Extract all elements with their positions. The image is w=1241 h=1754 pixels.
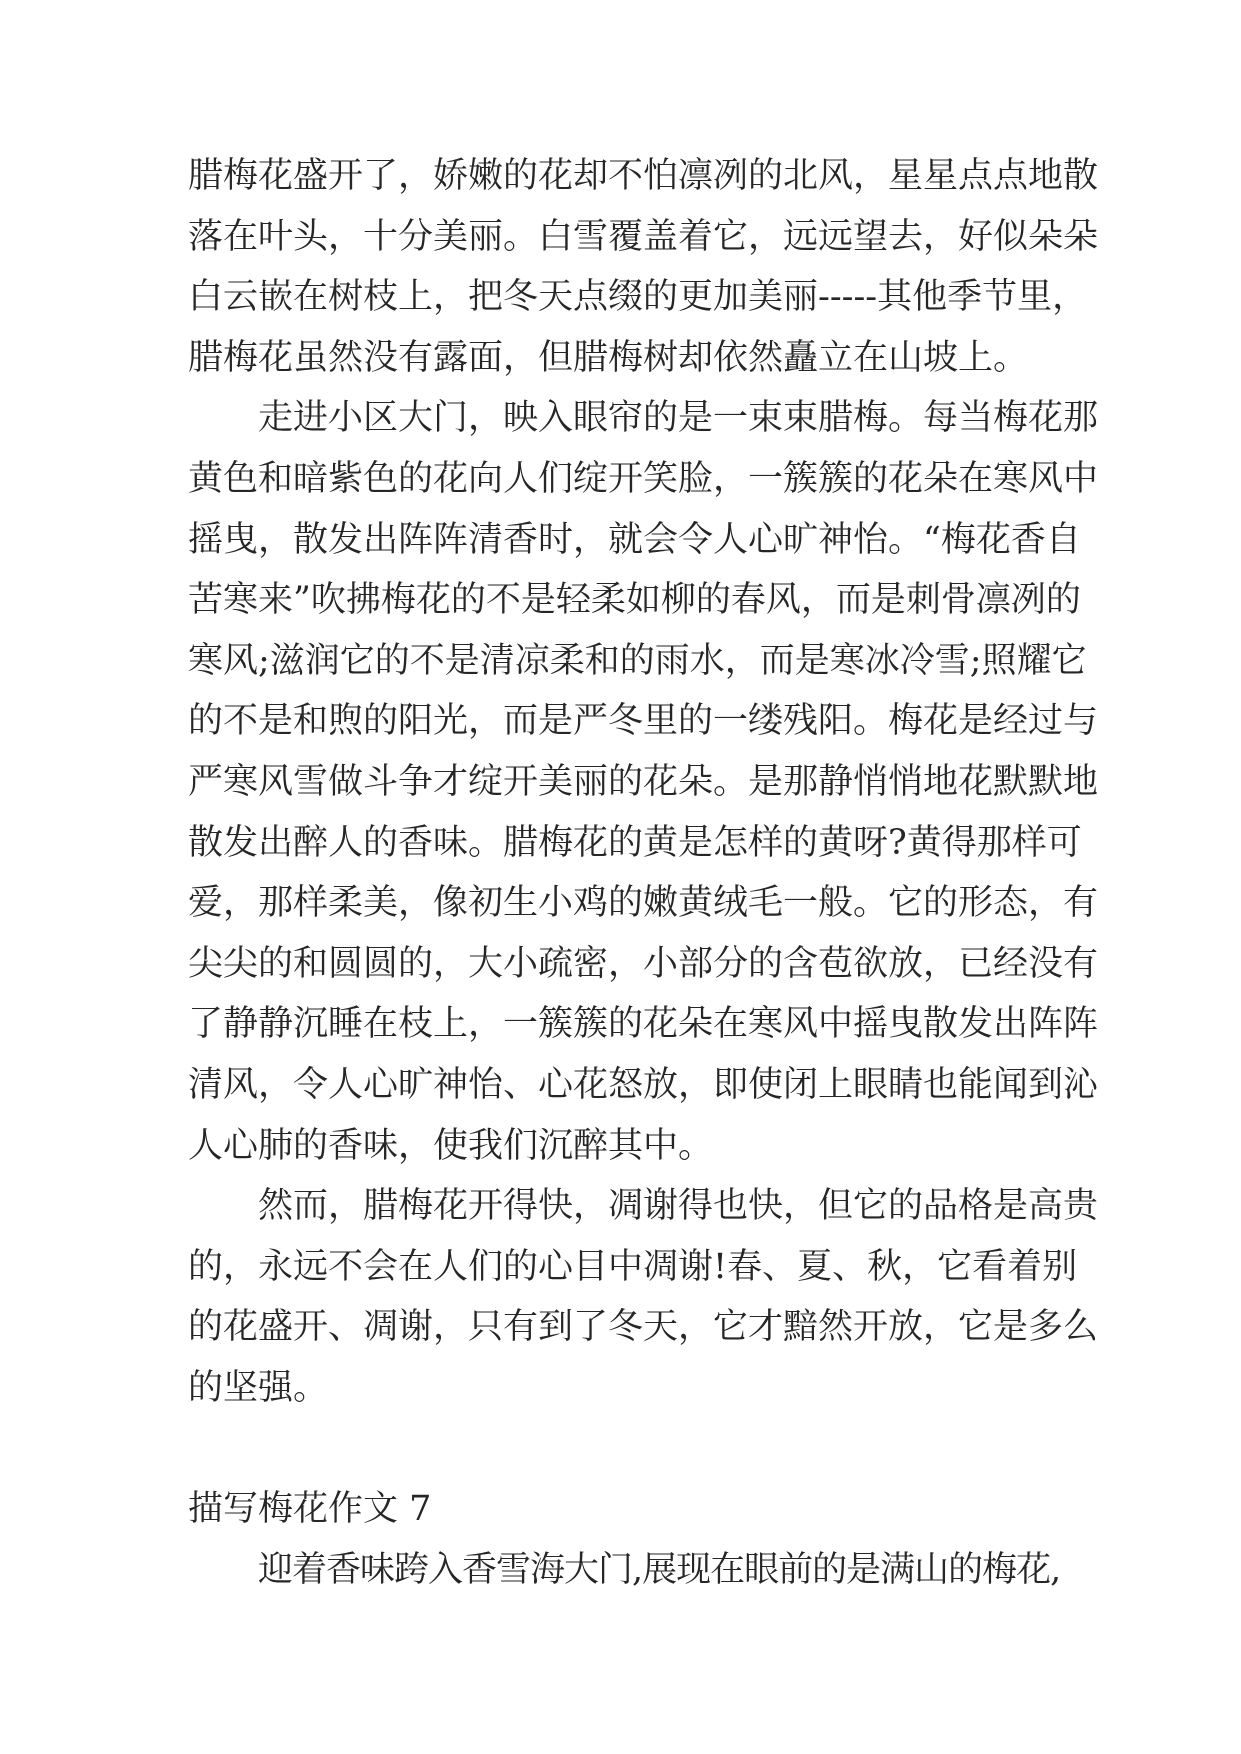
text-line: 严寒风雪做斗争才绽开美丽的花朵。是那静悄悄地花默默地 bbox=[188, 761, 1099, 802]
text-line: 摇曳，散发出阵阵清香时，就会令人心旷神怡。“梅花香自 bbox=[188, 519, 1081, 560]
text-line: 腊梅花盛开了，娇嫩的花却不怕凛冽的北风，星星点点地散 bbox=[188, 156, 1099, 196]
paragraph-3 bbox=[188, 1176, 1099, 1418]
text-line: 走进小区大门，映入眼帘的是一束束腊梅。每当梅花那 bbox=[258, 398, 1099, 439]
essay-body bbox=[188, 146, 1099, 1600]
text-line: 散发出醉人的香味。腊梅花的黄是怎样的黄呀?黄得那样可 bbox=[188, 822, 1082, 863]
text-line: 迎着香味跨入香雪海大门,展现在眼前的是满山的梅花, bbox=[258, 1549, 1061, 1590]
section-heading: 描写梅花作文 7 bbox=[188, 1489, 432, 1530]
text-line: 黄色和暗紫色的花向人们绽开笑脸，一簇簇的花朵在寒风中 bbox=[188, 458, 1099, 499]
text-line: 爱，那样柔美，像初生小鸡的嫩黄绒毛一般。它的形态，有 bbox=[188, 883, 1099, 924]
text-line: 苦寒来”吹拂梅花的不是轻柔如柳的春风，而是刺骨凛冽的 bbox=[188, 580, 1081, 621]
text-line: 的坚强。 bbox=[188, 1367, 329, 1408]
text-line: 的花盛开、凋谢，只有到了冬天，它才黯然开放，它是多么 bbox=[188, 1307, 1099, 1348]
text-line: 了静静沉睡在枝上，一簇簇的花朵在寒风中摇曳散发出阵阵 bbox=[188, 1004, 1099, 1045]
text-line: 的不是和煦的阳光，而是严冬里的一缕残阳。梅花是经过与 bbox=[188, 701, 1099, 742]
paragraph-spacer bbox=[188, 1418, 1068, 1479]
paragraph-1 bbox=[188, 146, 1099, 388]
text-line: 尖尖的和圆圆的，大小疏密，小部分的含苞欲放，已经没有 bbox=[188, 943, 1099, 984]
text-line: 清风，令人心旷神怡、心花怒放，即使闭上眼睛也能闻到沁 bbox=[188, 1064, 1099, 1105]
text-line: 腊梅花虽然没有露面，但腊梅树却依然矗立在山坡上。 bbox=[188, 337, 1029, 378]
paragraph-2 bbox=[188, 388, 1099, 1176]
text-line: 白云嵌在树枝上，把冬天点缀的更加美丽-----其他季节里， bbox=[188, 277, 1088, 318]
text-line: 的，永远不会在人们的心目中凋谢!春、夏、秋，它看着别 bbox=[188, 1246, 1078, 1287]
text-line: 人心肺的香味，使我们沉醉其中。 bbox=[188, 1125, 714, 1166]
text-line: 落在叶头，十分美丽。白雪覆盖着它，远远望去，好似朵朵 bbox=[188, 216, 1099, 257]
paragraph-4 bbox=[188, 1540, 1068, 1601]
text-line: 寒风;滋润它的不是清凉柔和的雨水，而是寒冰冷雪;照耀它 bbox=[188, 640, 1087, 681]
text-line: 然而，腊梅花开得快，凋谢得也快，但它的品格是高贵 bbox=[258, 1186, 1099, 1227]
